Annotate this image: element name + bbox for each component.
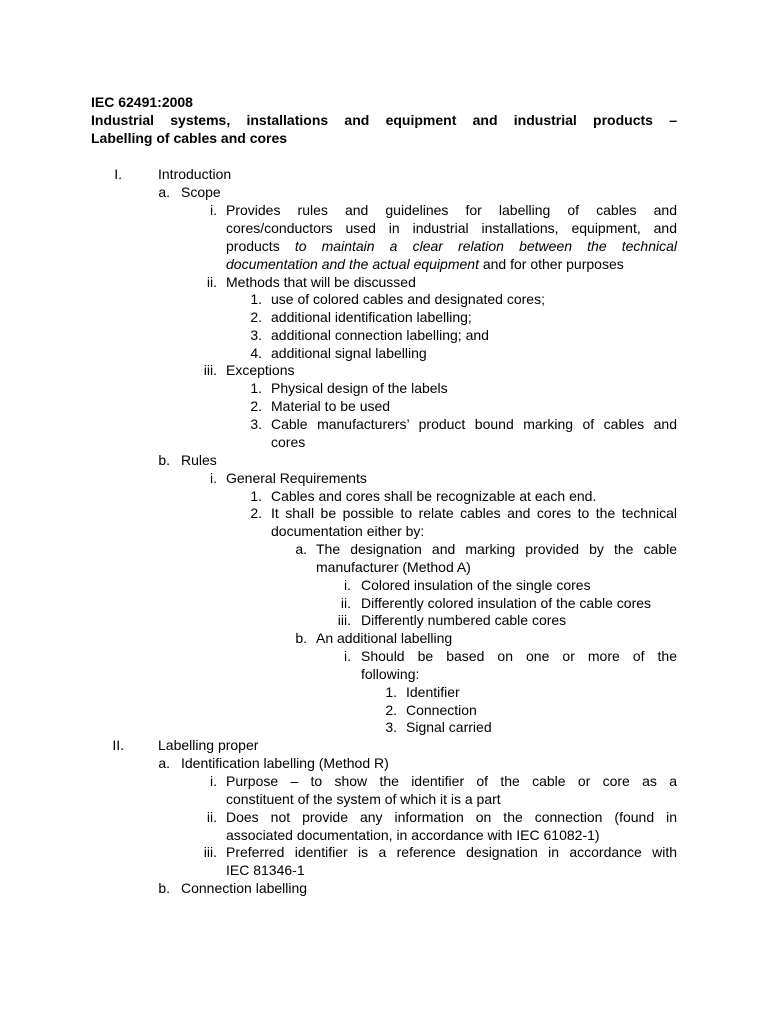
- outline-marker: b.: [295, 630, 307, 646]
- outline-marker: iii.: [203, 362, 217, 378]
- outline-marker: 2.: [250, 398, 262, 414]
- outline-marker: 1.: [250, 488, 262, 504]
- list-item-text-span: products: [226, 238, 295, 254]
- subsection-connection-labelling: Connection labelling: [181, 880, 308, 896]
- outline-marker: i.: [210, 470, 217, 486]
- outline-marker: 3.: [250, 416, 262, 432]
- list-item: The designation and marking provided by the cable: [316, 541, 677, 557]
- list-item: Identifier: [406, 684, 460, 700]
- list-item: Cable manufacturers’ product bound marking of cables and: [271, 416, 677, 432]
- list-item: cores: [271, 434, 306, 450]
- outline-marker: b.: [158, 452, 170, 468]
- list-item: Does not provide any information on the connection (found in: [226, 809, 677, 825]
- list-item-text: [226, 237, 677, 255]
- emphasis-text: documentation and the actual equipment: [226, 256, 479, 272]
- list-item: Connection: [406, 702, 477, 718]
- outline-marker: II.: [112, 737, 124, 753]
- list-item: additional signal labelling: [271, 345, 427, 361]
- document-code: IEC 62491:2008: [91, 94, 193, 110]
- outline-marker: a.: [295, 541, 307, 557]
- outline-marker: 1.: [385, 684, 397, 700]
- list-item: constituent of the system of which it is a part: [226, 791, 501, 807]
- list-item: Signal carried: [406, 719, 492, 735]
- list-item-text-span: and for other purposes: [478, 256, 624, 272]
- list-item: additional connection labelling; and: [271, 327, 489, 343]
- outline-marker: i.: [344, 577, 351, 593]
- outline-marker: 1.: [250, 291, 262, 307]
- emphasis-text: to maintain a clear relation between the technical: [294, 238, 677, 254]
- list-item: following:: [361, 666, 420, 682]
- list-item-text: Provides rules and guidelines for labelling of cables and: [226, 202, 677, 218]
- list-item: use of colored cables and designated cores;: [271, 291, 545, 307]
- outline-marker: i.: [344, 648, 351, 664]
- list-item: additional identification labelling;: [271, 309, 472, 325]
- list-item: associated documentation, in accordance with IEC 61082-1): [226, 827, 600, 843]
- list-item-text: [226, 255, 624, 273]
- outline-marker: iii.: [203, 844, 217, 860]
- list-item: Physical design of the labels: [271, 380, 448, 396]
- subsection-scope: Scope: [181, 184, 221, 200]
- subsection-rules: Rules: [181, 452, 217, 468]
- outline-marker: iii.: [337, 612, 351, 628]
- outline-marker: 3.: [250, 327, 262, 343]
- subsection-identification-labelling: Identification labelling (Method R): [181, 755, 389, 771]
- list-item-general-requirements: General Requirements: [226, 470, 367, 486]
- outline-marker: 2.: [250, 309, 262, 325]
- outline-marker: 1.: [250, 380, 262, 396]
- outline-marker: a.: [158, 755, 170, 771]
- outline-marker: 3.: [385, 719, 397, 735]
- outline-marker: 4.: [250, 345, 262, 361]
- list-item: Differently colored insulation of the cable cores: [361, 595, 652, 611]
- list-item-text: cores/conductors used in industrial installations, equipment, and: [226, 220, 677, 236]
- list-item: Should be based on one or more of the: [361, 648, 677, 664]
- outline-marker: ii.: [206, 274, 217, 290]
- list-item: Differently numbered cable cores: [361, 612, 567, 628]
- list-item: Purpose – to show the identifier of the cable or core as a: [226, 773, 677, 789]
- list-item: manufacturer (Method A): [316, 559, 471, 575]
- list-item: Preferred identifier is a reference designation in accordance with: [226, 844, 677, 860]
- list-item: An additional labelling: [316, 630, 453, 646]
- outline-marker: b.: [158, 880, 170, 896]
- outline-marker: i.: [210, 202, 217, 218]
- list-item: Material to be used: [271, 398, 391, 414]
- outline-marker: ii.: [206, 809, 217, 825]
- document-title-line-1: Industrial systems, installations and equipment and industrial products –: [91, 112, 677, 128]
- list-item: IEC 81346-1: [226, 862, 305, 878]
- outline-marker: i.: [210, 773, 217, 789]
- outline-marker: 2.: [250, 505, 262, 521]
- section-heading-labelling-proper: Labelling proper: [158, 737, 259, 753]
- list-item-methods: Methods that will be discussed: [226, 274, 416, 290]
- list-item: Cables and cores shall be recognizable at each end.: [271, 488, 597, 504]
- list-item: It shall be possible to relate cables and cores to the technical: [271, 505, 677, 521]
- outline-marker: ii.: [340, 595, 351, 611]
- outline-marker: I.: [114, 166, 122, 182]
- list-item: Colored insulation of the single cores: [361, 577, 591, 593]
- outline-marker: 2.: [385, 702, 397, 718]
- section-heading-introduction: Introduction: [158, 166, 232, 182]
- outline-marker: a.: [158, 184, 170, 200]
- document-title-line-2: Labelling of cables and cores: [91, 130, 288, 146]
- list-item: documentation either by:: [271, 523, 425, 539]
- list-item-exceptions: Exceptions: [226, 362, 295, 378]
